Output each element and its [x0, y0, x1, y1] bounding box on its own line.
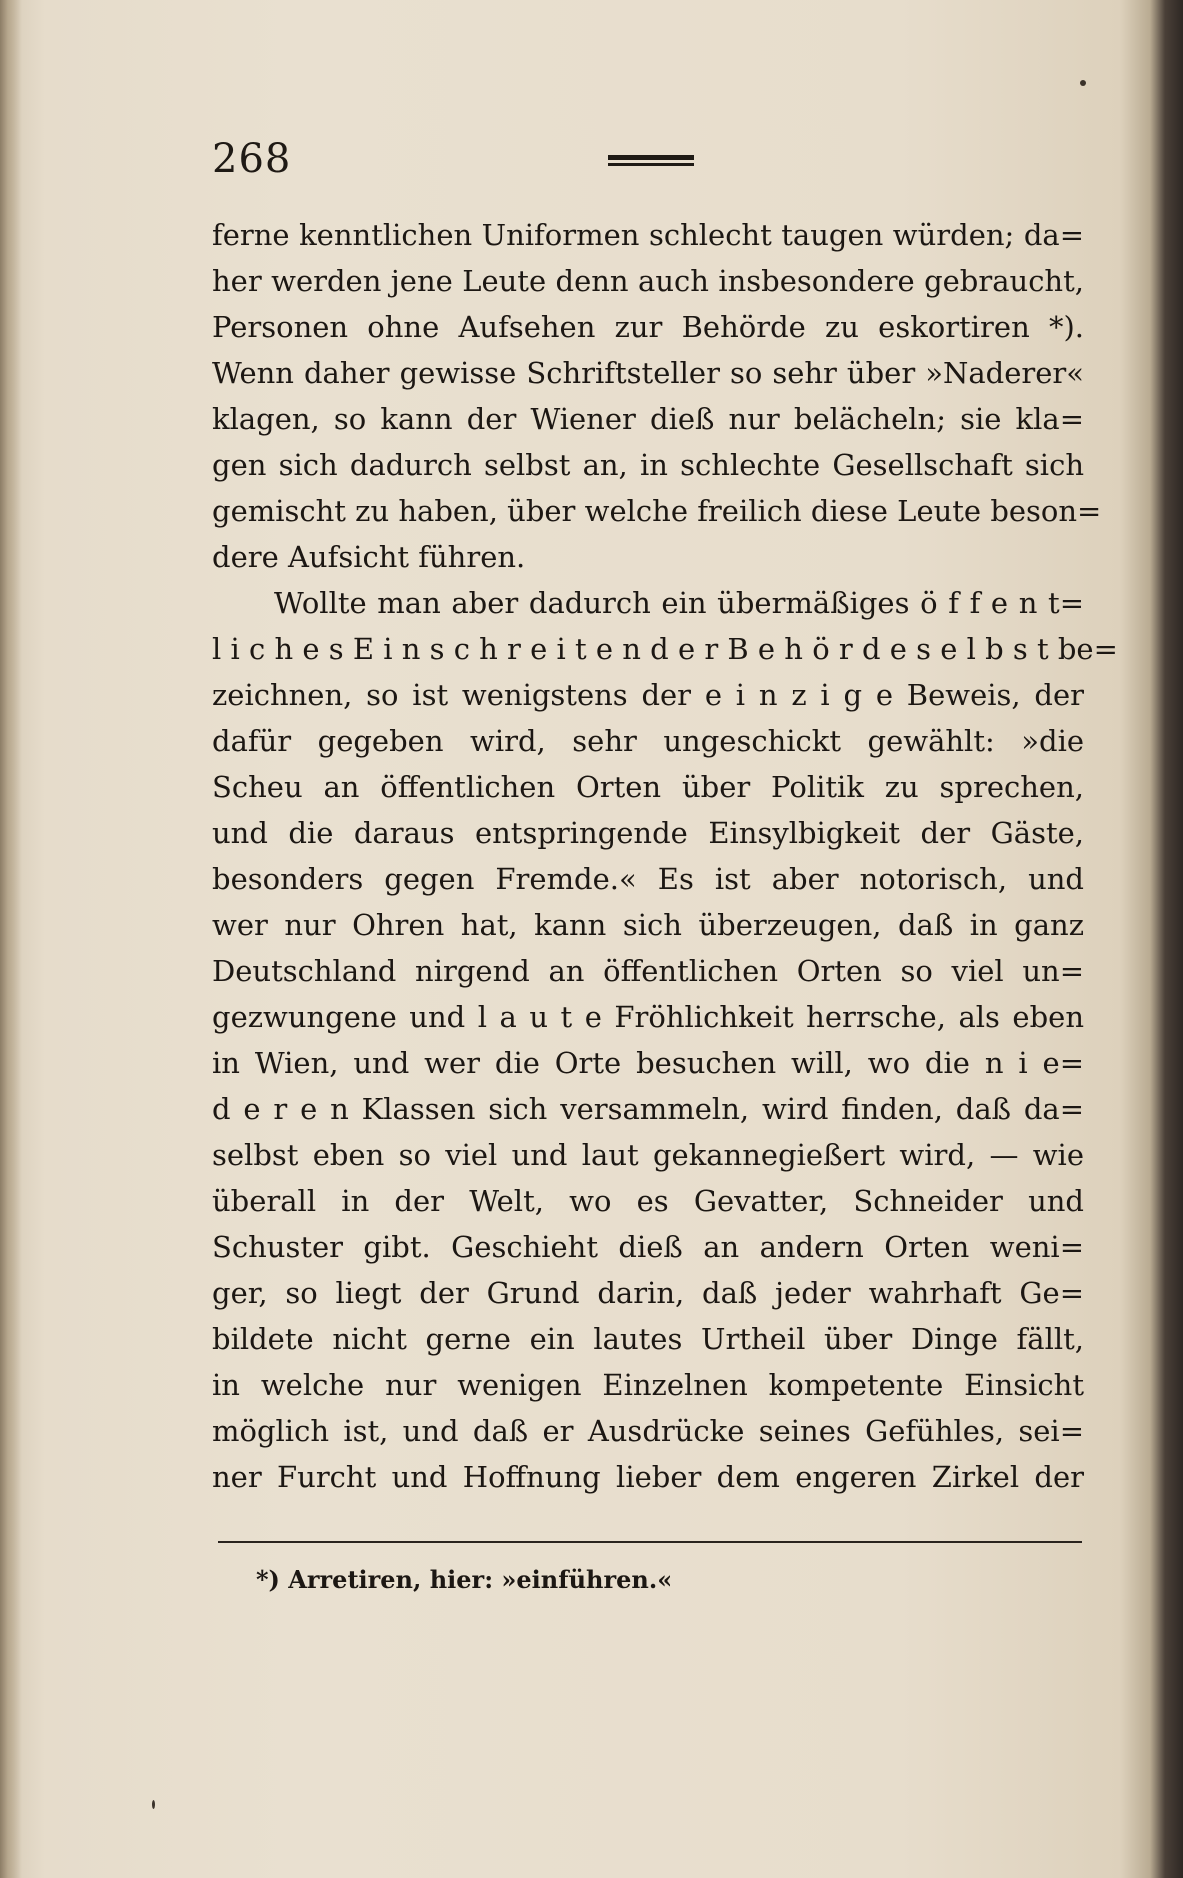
- page-header: [212, 136, 1082, 186]
- text-line: selbst eben so viel und laut gekannegießert wird, — wie: [212, 1138, 1084, 1172]
- text-line: besonders gegen Fremde.« Es ist aber notorisch, und: [212, 862, 1084, 896]
- text-line: und die daraus entspringende Einsylbigkeit der Gäste,: [212, 816, 1084, 850]
- text-line: wer nur Ohren hat, kann sich überzeugen, daß in ganz: [212, 908, 1084, 942]
- text-line: Personen ohne Aufsehen zur Behörde zu eskortiren *).: [212, 310, 1084, 344]
- footnote-rule: [218, 1541, 1082, 1543]
- paper-speck: [1080, 80, 1086, 86]
- text-line: bildete nicht gerne ein lautes Urtheil über Dinge fällt,: [212, 1322, 1084, 1356]
- text-line: ner Furcht und Hoffnung lieber dem engeren Zirkel der: [212, 1460, 1084, 1494]
- paper-speck: [152, 1800, 155, 1809]
- text-line: Wollte man aber dadurch ein übermäßiges ö f f e n t=: [274, 586, 1084, 620]
- text-line: gemischt zu haben, über welche freilich diese Leute beson=: [212, 494, 1102, 528]
- text-line: gezwungene und l a u t e Fröhlichkeit herrsche, als eben: [212, 1000, 1084, 1034]
- text-line: überall in der Welt, wo es Gevatter, Schneider und: [212, 1184, 1084, 1218]
- text-line: Schuster gibt. Geschieht dieß an andern Orten weni=: [212, 1230, 1084, 1264]
- page-number: 268: [212, 136, 292, 182]
- text-line: in Wien, und wer die Orte besuchen will, wo die n i e=: [212, 1046, 1084, 1080]
- text-line: dafür gegeben wird, sehr ungeschickt gewählt: »die: [212, 724, 1084, 758]
- text-line: ger, so liegt der Grund darin, daß jeder wahrhaft Ge=: [212, 1276, 1084, 1310]
- text-line: her werden jene Leute denn auch insbesondere gebraucht,: [212, 264, 1084, 298]
- body-text: [212, 212, 1118, 1500]
- footnote: *) Arretiren, hier: »einführen.«: [256, 1565, 673, 1594]
- text-line: l i c h e s E i n s c h r e i t e n d e r B e h ö r d e s e l b s t be=: [212, 632, 1118, 666]
- text-line: ferne kenntlichen Uniformen schlecht taugen würden; da=: [212, 218, 1084, 252]
- text-line: klagen, so kann der Wiener dieß nur belächeln; sie kla=: [212, 402, 1084, 436]
- text-line: in welche nur wenigen Einzelnen kompetente Einsicht: [212, 1368, 1084, 1402]
- text-line: Scheu an öffentlichen Orten über Politik zu sprechen,: [212, 770, 1084, 804]
- text-line: Deutschland nirgend an öffentlichen Orten so viel un=: [212, 954, 1084, 988]
- text-line: möglich ist, und daß er Ausdrücke seines Gefühles, sei=: [212, 1414, 1084, 1448]
- text-line: Wenn daher gewisse Schriftsteller so sehr über »Naderer«: [212, 356, 1084, 390]
- text-line: d e r e n Klassen sich versammeln, wird finden, daß da=: [212, 1092, 1084, 1126]
- text-line: zeichnen, so ist wenigstens der e i n z i g e Beweis, der: [212, 678, 1084, 712]
- header-ornament: [608, 155, 694, 167]
- text-line: gen sich dadurch selbst an, in schlechte Gesellschaft sich: [212, 448, 1084, 482]
- text-line: dere Aufsicht führen.: [212, 540, 526, 574]
- spine-shadow: [0, 0, 22, 1878]
